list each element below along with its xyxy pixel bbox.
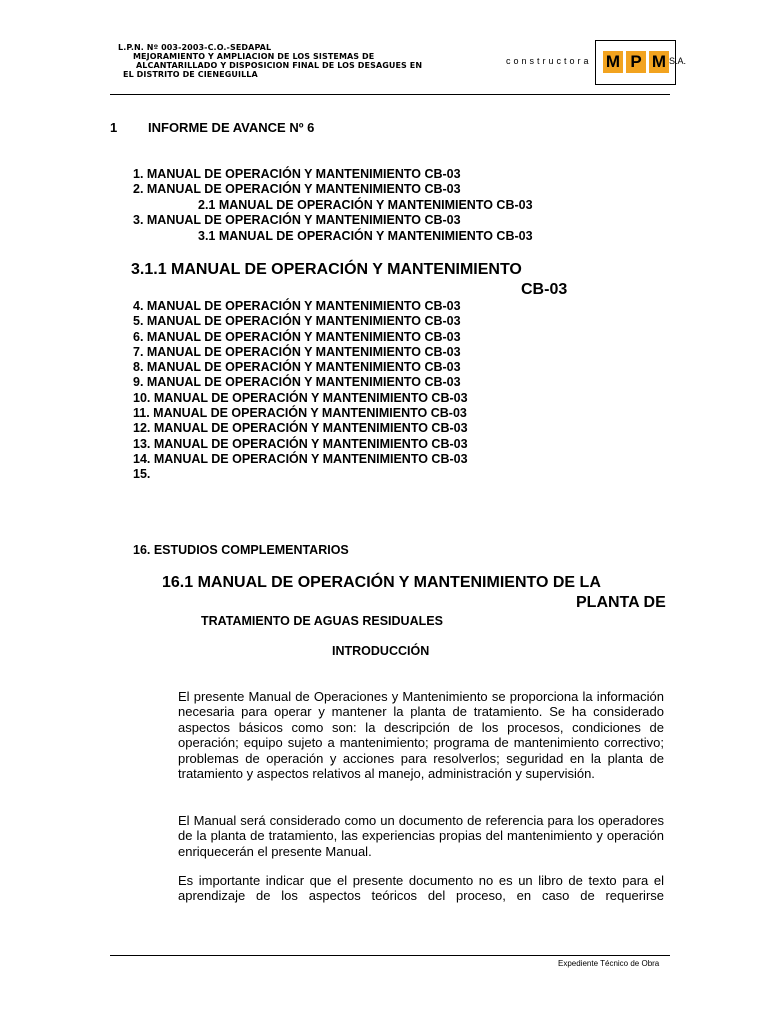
toc-list-item: 15. [133, 467, 151, 482]
toc-subitem-2-1: 2.1 MANUAL DE OPERACIÓN Y MANTENIMIENTO CB-03 [198, 198, 533, 212]
paragraph-3: Es importante indicar que el presente documento no es un libro de texto para el aprendizaje de los aspectos teóricos del proceso, en caso de requerirse [178, 873, 664, 904]
heading-3-1-1: 3.1.1 MANUAL DE OPERACIÓN Y MANTENIMIENTO [131, 261, 522, 278]
company-logo [506, 40, 696, 90]
logo-letters [603, 51, 669, 73]
toc-list-b [133, 299, 468, 483]
footer-text: Expediente Técnico de Obra [558, 959, 660, 968]
logo-letter-p: P [626, 51, 646, 73]
toc-list-item: 8. MANUAL DE OPERACIÓN Y MANTENIMIENTO CB-03 [133, 360, 461, 375]
logo-word: constructora [506, 56, 592, 66]
toc-subitem-3-1: 3.1 MANUAL DE OPERACIÓN Y MANTENIMIENTO CB-03 [198, 229, 533, 243]
toc-list-item: 9. MANUAL DE OPERACIÓN Y MANTENIMIENTO CB-03 [133, 375, 461, 390]
toc-list-item-1: 1. MANUAL DE OPERACIÓN Y MANTENIMIENTO CB-03 [133, 167, 461, 181]
toc-item-16: 16. ESTUDIOS COMPLEMENTARIOS [133, 543, 349, 557]
toc-list-item: 7. MANUAL DE OPERACIÓN Y MANTENIMIENTO CB-03 [133, 344, 461, 359]
paragraph-2: El Manual será considerado como un documento de referencia para los operadores de la planta de tratamiento, las experiencias propias del mantenimiento y operación enriquecerán el presente Manual. [178, 813, 664, 859]
section-subtitle: TRATAMIENTO DE AGUAS RESIDUALES [201, 614, 443, 628]
header-line-3: ALCANTARILLADO Y DISPOSICION FINAL DE LOS DESAGUES EN [136, 61, 423, 70]
logo-letter-m2: M [649, 51, 669, 73]
footer-rule [110, 955, 670, 956]
toc-list-item: 12. MANUAL DE OPERACIÓN Y MANTENIMIENTO CB-03 [133, 421, 468, 436]
toc-list-item: 4. MANUAL DE OPERACIÓN Y MANTENIMIENTO CB-03 [133, 299, 461, 313]
logo-suffix: S.A. [669, 56, 687, 66]
header-line-1: L.P.N. Nº 003-2003-C.O.-SEDAPAL [118, 43, 272, 52]
section-introduction-title: INTRODUCCIÓN [332, 644, 430, 658]
toc-list-item: 14. MANUAL DE OPERACIÓN Y MANTENIMIENTO CB-03 [133, 451, 468, 466]
toc-list-item: 11. MANUAL DE OPERACIÓN Y MANTENIMIENTO CB-03 [133, 406, 467, 421]
heading-16-1: 16.1 MANUAL DE OPERACIÓN Y MANTENIMIENTO DE LA [162, 574, 601, 591]
header-rule [110, 94, 670, 95]
toc-list-item: 13. MANUAL DE OPERACIÓN Y MANTENIMIENTO CB-03 [133, 436, 468, 451]
heading-3-1-1-continued: CB-03 [521, 281, 568, 298]
heading-16-1-continued: PLANTA DE [576, 594, 666, 611]
toc-list-item-2: 2. MANUAL DE OPERACIÓN Y MANTENIMIENTO CB-03 [133, 182, 461, 196]
toc-item-1-title: INFORME DE AVANCE Nº 6 [148, 120, 315, 135]
toc-list-item-3: 3. MANUAL DE OPERACIÓN Y MANTENIMIENTO CB-03 [133, 213, 461, 227]
toc-list-item: 10. MANUAL DE OPERACIÓN Y MANTENIMIENTO CB-03 [133, 390, 468, 405]
header-line-2: MEJORAMIENTO Y AMPLIACION DE LOS SISTEMAS DE [133, 52, 375, 61]
toc-item-1-number: 1 [110, 120, 118, 135]
paragraph-1: El presente Manual de Operaciones y Mantenimiento se proporciona la información necesaria para operar y mantener la planta de tratamiento. Se ha considerado aspectos básicos como son: la descripción de los procesos, condiciones de operación; equipo sujeto a mantenimiento; programa de mantenimiento correctivo; problemas de operación y acciones para resolverlos; seguridad en la planta de tratamiento y aspectos relativos al manejo, administración y supervisión. [178, 689, 664, 782]
toc-list-item: 6. MANUAL DE OPERACIÓN Y MANTENIMIENTO CB-03 [133, 329, 461, 344]
toc-list-item: 5. MANUAL DE OPERACIÓN Y MANTENIMIENTO CB-03 [133, 314, 461, 329]
header-line-4: EL DISTRITO DE CIENEGUILLA [123, 70, 258, 79]
logo-letter-m1: M [603, 51, 623, 73]
